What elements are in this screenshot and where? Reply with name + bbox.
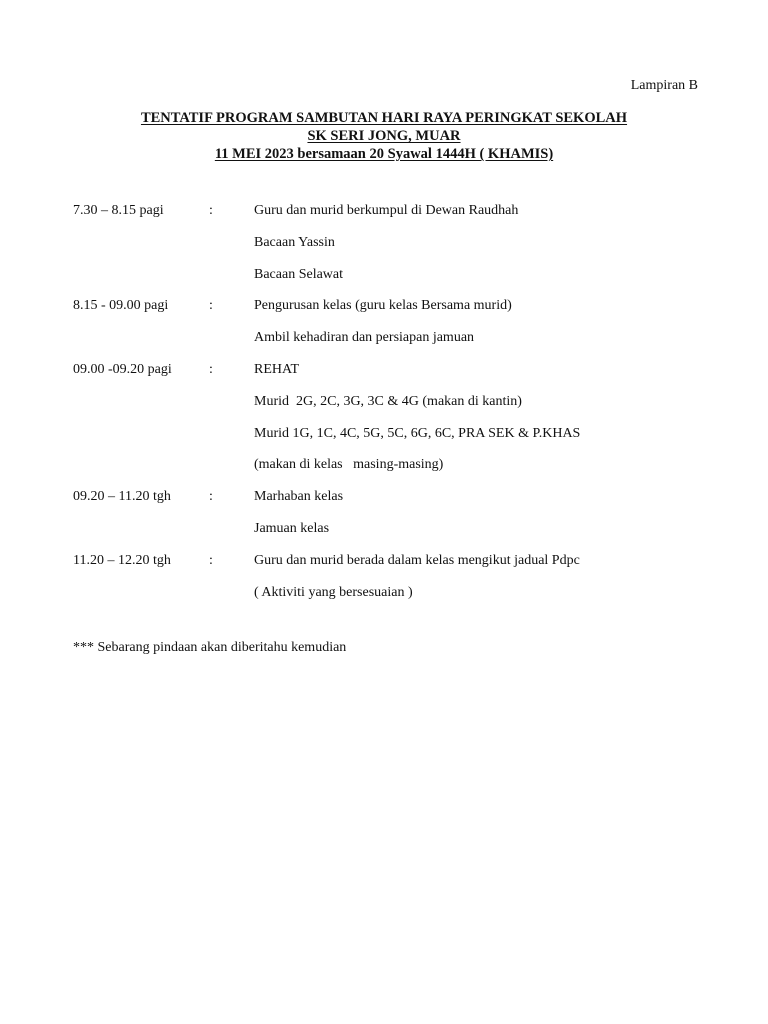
schedule-activity: Murid 1G, 1C, 4C, 5G, 5C, 6G, 6C, PRA SEK & P.KHAS (254, 425, 581, 441)
schedule-list (73, 195, 713, 608)
schedule-time: 11.20 – 12.20 tgh (73, 552, 171, 568)
schedule-row (73, 290, 713, 354)
schedule-activity: Pengurusan kelas (guru kelas Bersama murid) (254, 298, 512, 314)
schedule-time: 7.30 – 8.15 pagi (73, 203, 164, 218)
schedule-row (73, 481, 713, 545)
schedule-time: 8.15 - 09.00 pagi (73, 298, 169, 314)
schedule-activity: Murid 2G, 2C, 3G, 3C & 4G (makan di kantin) (254, 393, 522, 409)
schedule-activity: REHAT (254, 361, 300, 377)
schedule-row (73, 195, 713, 290)
schedule-time: 09.00 -09.20 pagi (73, 361, 172, 377)
schedule-activities (254, 545, 713, 609)
schedule-activity: Ambil kehadiran dan persiapan jamuan (254, 330, 475, 346)
footnote: *** Sebarang pindaan akan diberitahu kemudian (73, 640, 347, 655)
schedule-activity: Marhaban kelas (254, 489, 344, 505)
schedule-activity: ( Aktiviti yang bersesuaian ) (254, 584, 413, 600)
schedule-activity: Guru dan murid berkumpul di Dewan Raudhah (254, 203, 519, 218)
attachment-label: Lampiran B (630, 78, 698, 93)
schedule-colon: : (209, 203, 213, 218)
schedule-activity: (makan di kelas masing-masing) (254, 457, 444, 473)
title-line-date: 11 MEI 2023 bersamaan 20 Syawal 1444H ( KHAMIS) (214, 146, 554, 162)
schedule-activity: Guru dan murid berada dalam kelas mengikut jadual Pdpc (254, 552, 580, 568)
document-title (0, 109, 768, 163)
schedule-row (73, 354, 713, 481)
title-line-program: TENTATIF PROGRAM SAMBUTAN HARI RAYA PERINGKAT SEKOLAH (140, 110, 628, 126)
schedule-colon: : (209, 489, 213, 505)
schedule-activity: Jamuan kelas (254, 520, 330, 536)
schedule-activities (254, 195, 713, 290)
schedule-activity: Bacaan Selawat (254, 266, 344, 282)
schedule-activity: Bacaan Yassin (254, 234, 335, 250)
schedule-colon: : (209, 552, 213, 568)
schedule-time: 09.20 – 11.20 tgh (73, 489, 171, 505)
schedule-activities (254, 481, 713, 545)
schedule-colon: : (209, 361, 213, 377)
schedule-activities (254, 290, 713, 354)
schedule-activities (254, 354, 713, 481)
schedule-row (73, 545, 713, 609)
title-line-school: SK SERI JONG, MUAR (307, 128, 461, 144)
schedule-colon: : (209, 298, 213, 314)
